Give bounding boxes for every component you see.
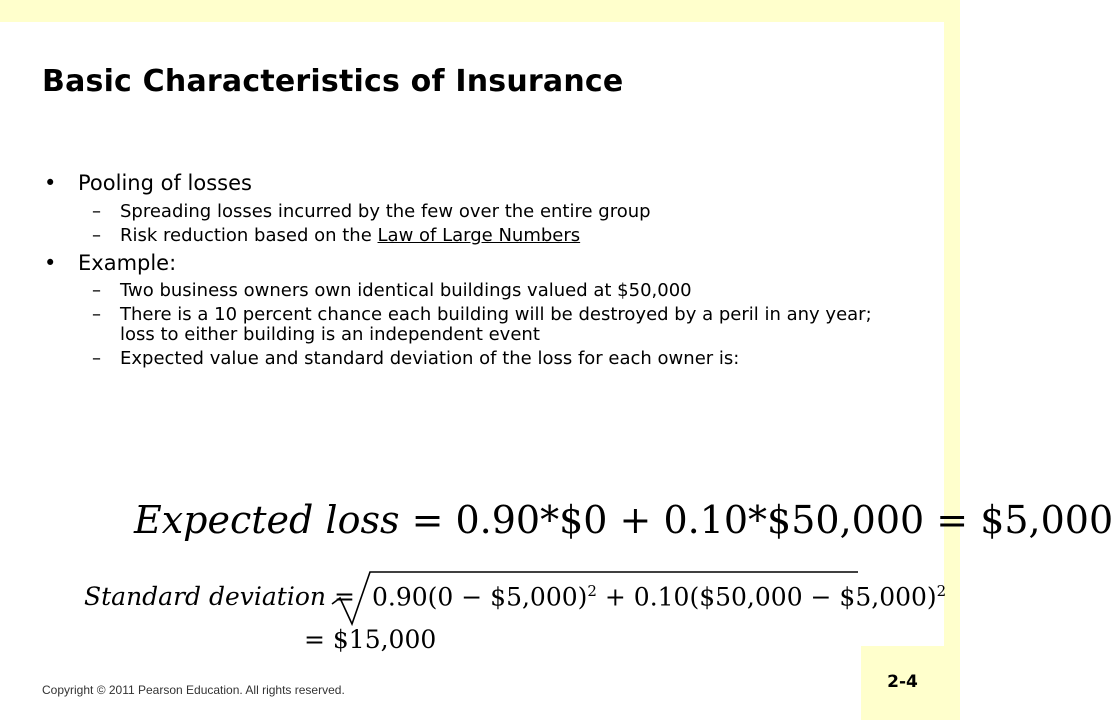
dash-icon: – — [92, 348, 101, 369]
slide-title: Basic Characteristics of Insurance — [42, 64, 624, 99]
sub-bullet-text: Risk reduction based on the — [120, 225, 378, 246]
bullet-dot-icon: • — [44, 251, 57, 275]
sub-bullet-item — [44, 349, 904, 369]
sd-exponent-1: 2 — [587, 582, 597, 600]
bullet-text: Example: — [78, 251, 177, 275]
sub-bullet-text: There is a 10 percent chance each building will be destroyed by a peril in any year; loss to either building is an independent event — [120, 304, 872, 345]
sub-bullet-item — [44, 202, 904, 222]
sd-exponent-2: 2 — [936, 582, 947, 600]
sub-bullet-item — [44, 305, 904, 345]
standard-deviation-label: Standard deviation = — [84, 582, 355, 611]
dash-icon: – — [92, 304, 101, 325]
dash-icon: – — [92, 280, 101, 301]
sub-bullet-item — [44, 226, 904, 246]
bullet-item — [44, 248, 904, 278]
expected-loss-label: Expected loss — [134, 498, 400, 542]
top-accent-bar — [0, 0, 960, 22]
sd-term-2: 0.10($50,000 − $5,000) — [633, 582, 937, 612]
sub-bullet-item — [44, 281, 904, 301]
standard-deviation-expression — [372, 582, 946, 611]
sub-bullet-text: Expected value and standard deviation of the loss for each owner is: — [120, 348, 740, 369]
bullet-text: Pooling of losses — [78, 171, 252, 195]
page-number: 2-4 — [887, 672, 918, 692]
bullet-item — [44, 168, 904, 198]
sd-plus: + — [596, 582, 634, 612]
bullet-dot-icon: • — [44, 171, 57, 195]
bullet-list — [44, 168, 904, 369]
standard-deviation-formula — [84, 568, 947, 628]
standard-deviation-result: = $15,000 — [304, 625, 437, 654]
law-of-large-numbers-link[interactable]: Law of Large Numbers — [377, 225, 581, 246]
right-accent-bar — [944, 0, 960, 720]
sub-bullet-text: Spreading losses incurred by the few over the entire group — [120, 201, 651, 222]
page-number-badge — [861, 646, 944, 720]
dash-icon: – — [92, 225, 101, 246]
expected-loss-formula — [134, 498, 1113, 542]
sub-bullet-text: Two business owners own identical buildings valued at $50,000 — [120, 280, 692, 301]
dash-icon: – — [92, 201, 101, 222]
copyright-notice: Copyright © 2011 Pearson Education. All rights reserved. — [42, 683, 345, 697]
expected-loss-rhs: = 0.90*$0 + 0.10*$50,000 = $5,000 — [411, 498, 1113, 542]
sd-term-1: 0.90(0 − $5,000) — [372, 582, 588, 612]
